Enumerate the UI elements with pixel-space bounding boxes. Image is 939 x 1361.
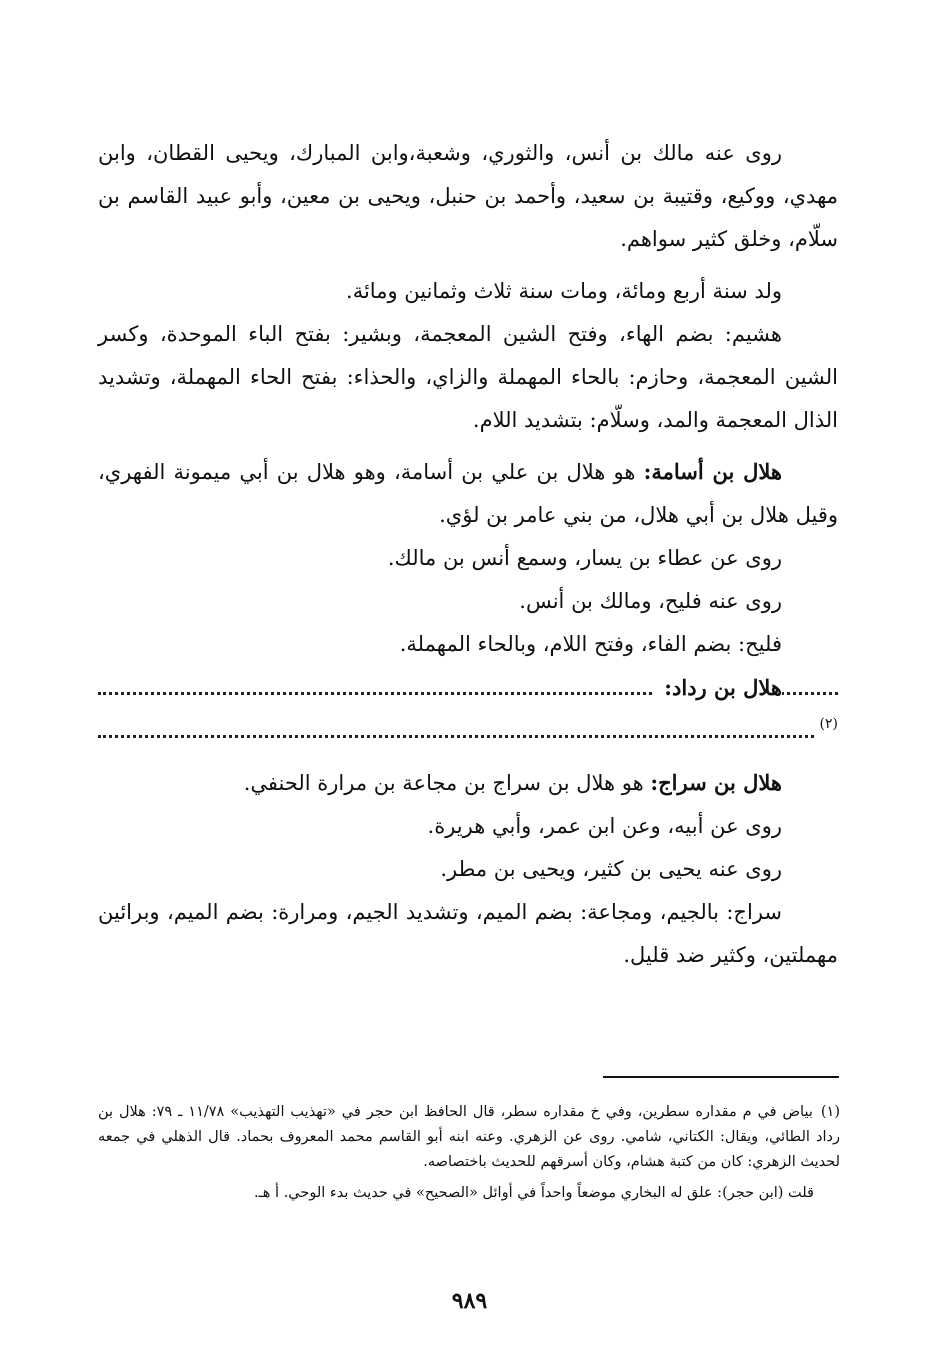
entry-hilal-ibn-raddad [98, 666, 838, 709]
paragraph-text: روى عن أبيه، وعن ابن عمر، وأبي هريرة. [427, 814, 782, 838]
footnote-text: بياض في م مقداره سطرين، وفي خ مقداره سطر، قال الحافظ ابن حجر في «تهذيب التهذيب» ١١/٧٨ ـ ٧٩: هلال بن رداد الطائي، ويقال: الكتاني، شامي. روى عن الزهري. وعنه ابنه أبو القاسم محمد المعروف بحماد. قال الذهلي في جمعه لحديث الزهري: كان من كتبة هشام، وكان أسرقهم للحديث باختصاصه. [98, 1104, 840, 1170]
entry-hilal-ibn-usama [98, 450, 838, 537]
paragraph-text: روى عنه يحيى بن كثير، ويحيى بن مطر. [440, 857, 782, 881]
paragraph-narrated-from [98, 805, 838, 848]
footnote-reference: (٢) [814, 709, 838, 746]
paragraph-text: روى عن عطاء بن يسار، وسمع أنس بن مالك. [387, 546, 782, 570]
paragraph-text: ولد سنة أربع ومائة، ومات سنة ثلاث وثمانين ومائة. [346, 279, 782, 303]
entry-hilal-ibn-siraj [98, 761, 838, 805]
page-number: ٩٨٩ [451, 1288, 488, 1314]
paragraph-text: روى عنه مالك بن أنس، والثوري، وشعبة،وابن المبارك، ويحيى القطان، وابن مهدي، ووكيع، وقتيبة بن سعيد، وأحمد بن حنبل، ويحيى بن معين، وأبو عبيد القاسم بن سلّام، وخلق كثير سواهم. [98, 141, 838, 251]
dotted-leader [98, 735, 838, 738]
paragraph-narrators [98, 132, 838, 261]
paragraph-narrated-from [98, 537, 838, 580]
footnote-1 [98, 1100, 840, 1175]
footnote-separator [603, 1076, 839, 1078]
entry-text: هو هلال بن علي بن أسامة، وهو هلال بن أبي ميمونة الفهري، وقيل هلال بن أبي هلال، من بني عامر بن لؤي. [98, 460, 838, 527]
footnote-1-note [98, 1181, 840, 1206]
paragraph-vocalization [98, 313, 838, 442]
main-text [98, 132, 838, 977]
entry-heading: هلال بن أسامة: [643, 459, 782, 484]
entry-text: هو هلال بن سراج بن مجاعة بن مرارة الحنفي. [243, 771, 651, 795]
paragraph-text: فليح: بضم الفاء، وفتح اللام، وبالحاء المهملة. [399, 632, 782, 656]
paragraph-text: روى عنه فليح، ومالك بن أنس. [519, 589, 782, 613]
paragraph-narrated-by [98, 848, 838, 891]
entry-heading: هلال بن سراج: [650, 770, 782, 795]
paragraph-vocalization-siraj [98, 891, 838, 977]
footnote-text: قلت (ابن حجر): علق له البخاري موضعاً واحداً في أوائل «الصحيح» في حديث بدء الوحي. أ هـ. [253, 1185, 814, 1201]
paragraph-narrated-by [98, 580, 838, 623]
paragraph-birth-death [98, 270, 838, 313]
footnote-number: (١) [820, 1104, 840, 1120]
entry-heading: هلال بن رداد: [654, 666, 782, 709]
paragraph-text: سراج: بالجيم، ومجاعة: بضم الميم، وتشديد الجيم، ومرارة: بضم الميم، وبرائين مهملتين، وكثير ضد قليل. [98, 900, 838, 967]
footnotes [98, 1100, 840, 1206]
paragraph-text: هشيم: بضم الهاء، وفتح الشين المعجمة، وبشير: بفتح الباء الموحدة، وكسر الشين المعجمة، وحازم: بالحاء المهملة والزاي، والحذاء: بفتح الحاء المهملة، وتشديد الذال المعجمة والمد، وسلّام: بتشديد اللام. [98, 322, 838, 432]
paragraph-vocalization-fulayh [98, 623, 838, 666]
blank-line-with-footnote-ref [98, 709, 838, 752]
